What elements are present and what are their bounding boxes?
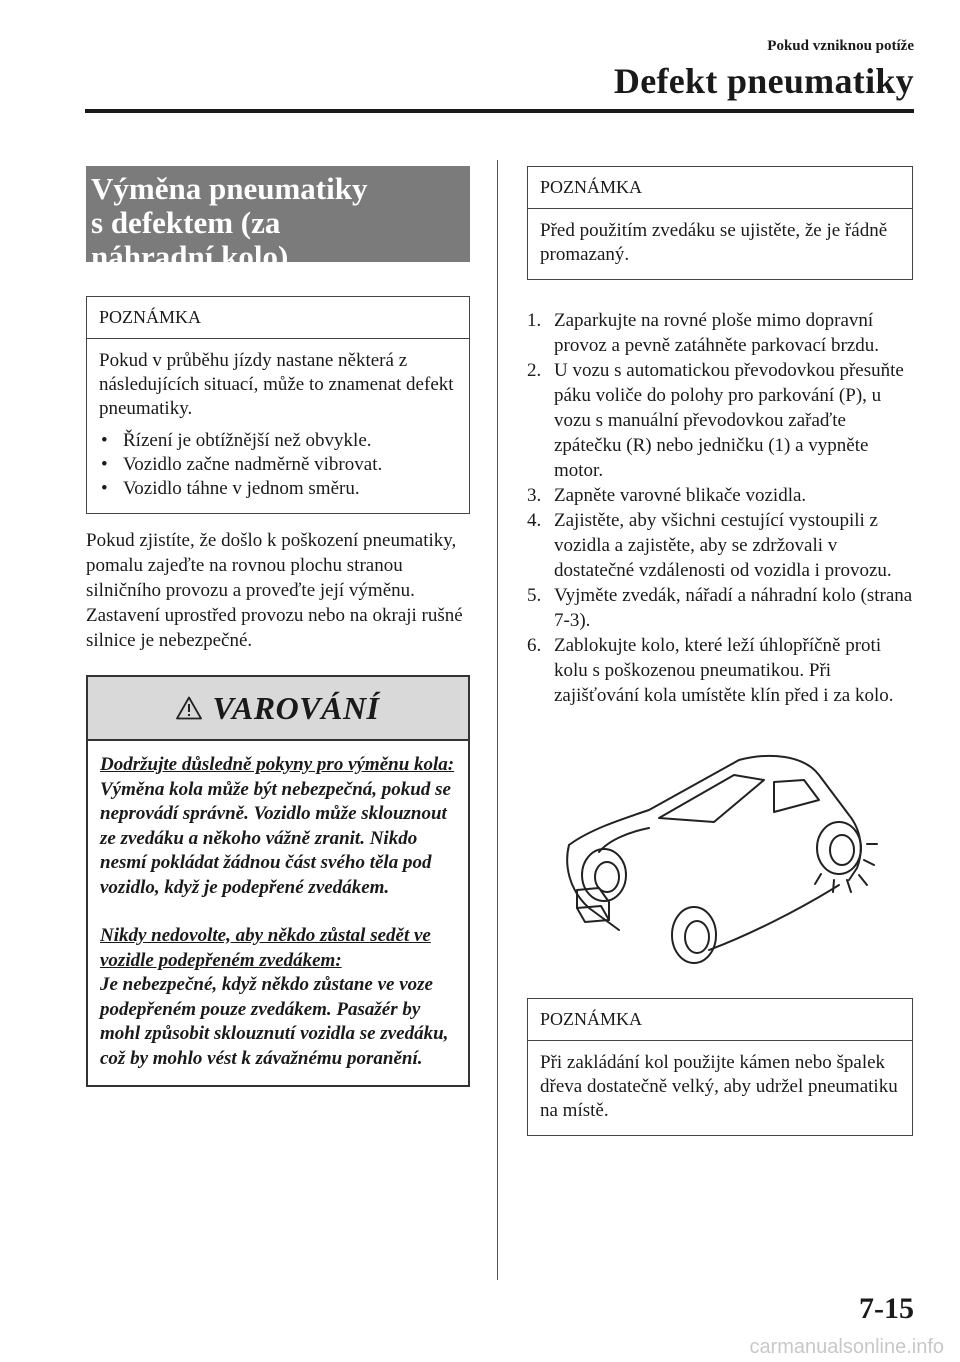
- column-divider: [497, 160, 498, 1280]
- note-heading: POZNÁMKA: [528, 999, 912, 1041]
- list-item: 5. Vyjměte zvedák, nářadí a náhradní kolo (strana 7-3).: [527, 585, 913, 631]
- section-title-line: náhradní kolo): [91, 239, 289, 274]
- list-item: 1. Zaparkujte na rovné ploše mimo dopravní provoz a pevně zatáhněte parkovací brzdu.: [527, 310, 879, 356]
- car-wheel-chock-illustration: [549, 740, 879, 965]
- steps-list: [527, 308, 913, 708]
- list-item: • Řízení je obtížnější než obvykle.: [99, 429, 457, 453]
- warning-heading: VAROVÁNÍ: [212, 689, 380, 726]
- list-item: 2. U vozu s automatickou převodovkou přesuňte páku voliče do polohy pro parkování (P), u vozu s manuální převodovkou zařaďte zpátečku (R) nebo jedničku (1) a vypněte motor.: [527, 360, 904, 481]
- warning-header: [88, 677, 468, 741]
- section-title-line: s defektem (za: [91, 205, 281, 240]
- note-heading: POZNÁMKA: [87, 297, 469, 339]
- note-box-symptoms: [86, 296, 470, 514]
- note-body: Před použitím zvedáku se ujistěte, že je řádně promazaný.: [540, 220, 888, 265]
- list-item: 3. Zapněte varovné blikače vozidla.: [527, 485, 807, 506]
- warning-text: Výměna kola může být nebezpečná, pokud se neprovádí správně. Vozidlo může sklouznout ze zvedáku a někoho vážně zranit. Nikdo nesmí pokládat žádnou část svého těla pod vozidlo, když je podepřené zvedákem.: [100, 778, 451, 898]
- intro-paragraph: Pokud zjistíte, že došlo k poškození pneumatiky, pomalu zajeďte na rovnou plochu stranou silničního provozu a proveďte její výměnu. Zastavení uprostřed provozu nebo na okraji rušné silnice je nebezpečné.: [86, 530, 463, 651]
- list-item: • Vozidlo začne nadměrně vibrovat.: [99, 453, 457, 477]
- page-title: Defekt pneumatiky: [613, 61, 914, 101]
- warning-subtitle: Dodržujte důsledně pokyny pro výměnu kola:: [100, 754, 455, 775]
- note-heading: POZNÁMKA: [528, 167, 912, 209]
- watermark: carmanualsonline.info: [749, 1336, 944, 1358]
- note-box-jack: [527, 166, 913, 280]
- list-item: 6. Zablokujte kolo, které leží úhlopříčně proti kolu s poškozenou pneumatikou. Při zajišťování kola umístěte klín před i za kolo.: [527, 635, 894, 706]
- warning-subtitle: Nikdy nedovolte, aby někdo zůstal sedět ve vozidle podepřeném zvedákem:: [100, 925, 431, 971]
- warning-body: [88, 741, 468, 1085]
- symptom-list: [99, 429, 457, 501]
- page-number: 7-15: [859, 1292, 914, 1325]
- left-column: [86, 166, 470, 1087]
- header-rule: [85, 109, 914, 113]
- warning-text: Je nebezpečné, když někdo zůstane ve voze podepřeném pouze zvedákem. Pasažér by mohl způsobit sklouznutí vozidla se zvedáku, což by mohlo vést k závažnému poranění.: [100, 974, 449, 1069]
- list-item: • Vozidlo táhne v jednom směru.: [99, 477, 457, 501]
- note-box-chock: [527, 998, 913, 1136]
- list-item: 4. Zajistěte, aby všichni cestující vystoupili z vozidla a zajistěte, aby se zdržovali v dostatečné vzdálenosti od vozidla i provozu.: [527, 510, 892, 581]
- warning-box: [86, 675, 470, 1087]
- section-title-line: Výměna pneumatiky: [91, 171, 368, 206]
- warning-triangle-icon: [176, 696, 202, 720]
- right-column: [527, 166, 913, 1136]
- note-text: Pokud v průběhu jízdy nastane některá z následujících situací, může to znamenat defekt pneumatiky.: [99, 350, 454, 419]
- section-title: [86, 166, 470, 274]
- note-body: Při zakládání kol použijte kámen nebo špalek dřeva dostatečně velký, aby udržel pneumatiku na místě.: [540, 1052, 898, 1121]
- note-body: [87, 339, 469, 513]
- chapter-title: Pokud vzniknou potíže: [767, 38, 914, 54]
